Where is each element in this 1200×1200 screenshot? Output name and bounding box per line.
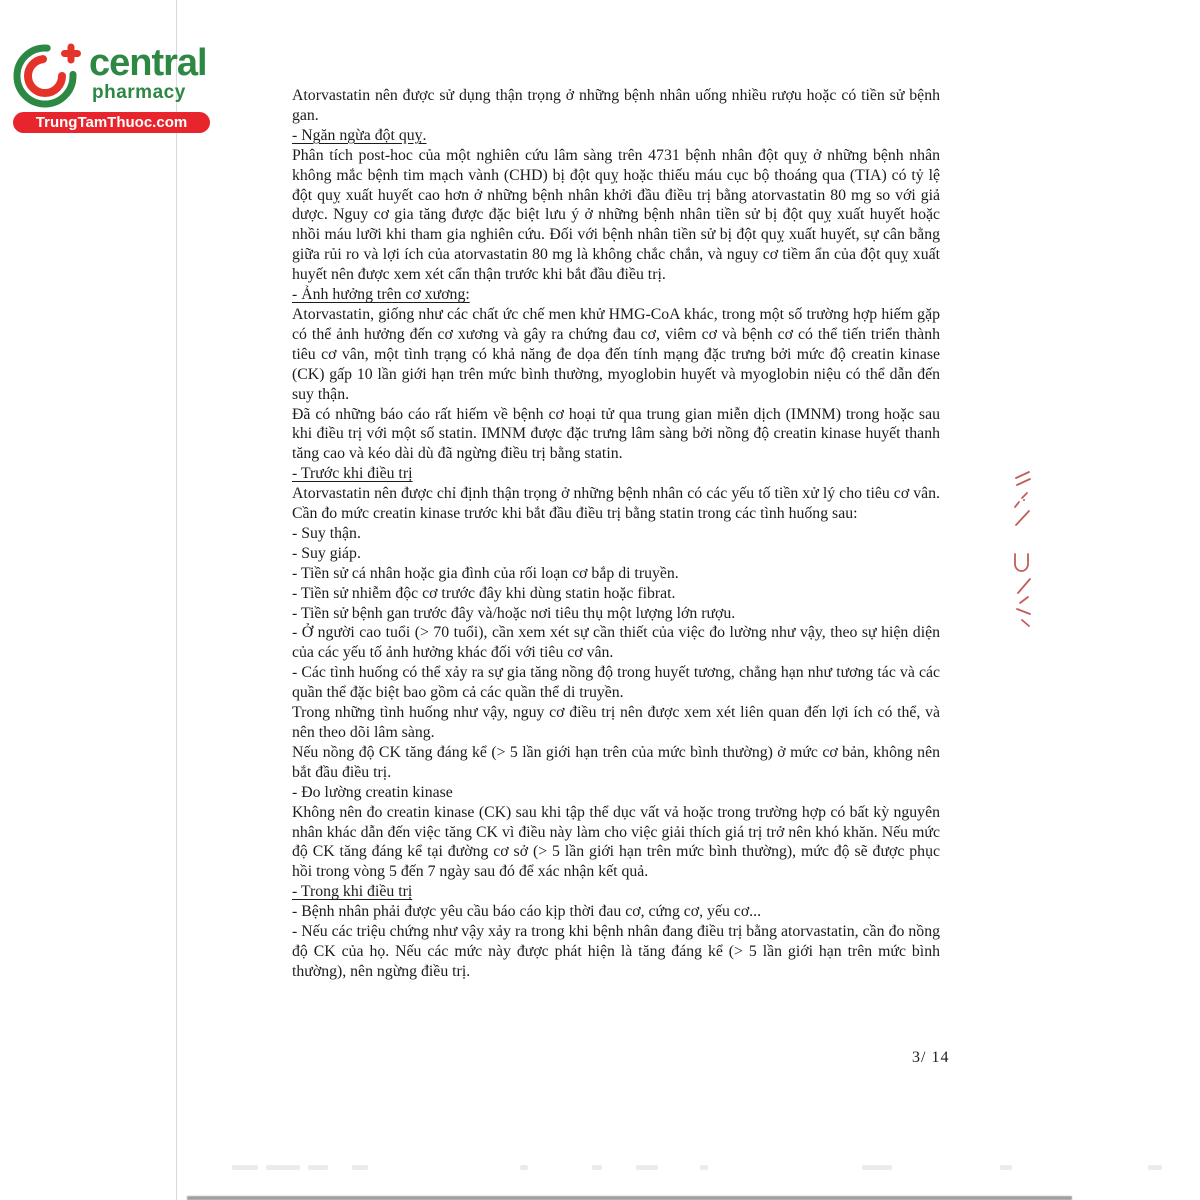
list-item: - Suy giáp. bbox=[292, 544, 361, 562]
paragraph: Đã có những báo cáo rất hiếm về bệnh cơ hoại tử qua trung gian miễn dịch (IMNM) trong hoặc sau khi điều trị với một số statin. IMNM được đặc trưng lâm sàng bởi nồng độ creatin kinase huyết thanh tăng cao và kéo dài dù đã ngừng điều trị bằng statin. bbox=[292, 405, 940, 463]
subheading-creatine-kinase: - Đo lường creatin kinase bbox=[292, 783, 453, 801]
list-item: - Ở người cao tuổi (> 70 tuổi), cần xem xét sự cần thiết của việc đo lường như vậy, theo sự hiện diện của các yếu tố ảnh hưởng khác đối với tiêu cơ vân. bbox=[292, 624, 940, 662]
logo-website-badge bbox=[13, 112, 210, 133]
list-item: - Bệnh nhân phải được yêu cầu báo cáo kịp thời đau cơ, cứng cơ, yếu cơ... bbox=[292, 903, 762, 921]
logo-subtitle-text: pharmacy bbox=[92, 82, 186, 103]
paragraph: Phân tích post-hoc của một nghiên cứu lâm sàng trên 4731 bệnh nhân đột quỵ ở những bệnh nhân không mắc bệnh tim mạch vành (CHD) bị đột quỵ hoặc thiếu máu cục bộ thoáng qua (TIA) có tỷ lệ đột quỵ xuất huyết cao hơn ở những bệnh nhân khởi đầu điều trị bằng atorvastatin 80 mg so với giả dược. Nguy cơ gia tăng được đặc biệt lưu ý ở những bệnh nhân tiền sử bị đột quỵ xuất huyết hoặc nhồi máu lưỡi khi tham gia nghiên cứu. Đối với bệnh nhân tiền sử bị đột quỵ xuất huyết, sự cân bằng giữa rủi ro và lợi ích của atorvastatin 80 mg là không chắc chắn, và nguy cơ tiềm ẩn của đột quỵ xuất huyết nên được xem xét cẩn thận trước khi bắt đầu điều trị. bbox=[292, 146, 940, 284]
pharmacy-cross-logo-icon bbox=[13, 40, 81, 108]
list-item: - Suy thận. bbox=[292, 524, 361, 542]
paragraph: Atorvastatin, giống như các chất ức chế men khử HMG-CoA khác, trong một số trường hợp hiếm gặp có thể ảnh hưởng đến cơ xương và gây ra chứng đau cơ, viêm cơ và bệnh cơ có thể tiến triển thành tiêu cơ vân, một tình trạng có khả năng đe dọa đến tính mạng đặc trưng bởi mức độ creatin kinase (CK) gấp 10 lần giới hạn trên mức bình thường, myoglobin huyết và myoglobin niệu có thể dẫn đến suy thận. bbox=[292, 305, 940, 403]
next-page-edge-strip bbox=[187, 1196, 1072, 1200]
red-stamp-fragments-icon bbox=[1002, 466, 1046, 644]
list-item: - Nếu các triệu chứng như vậy xảy ra trong khi bệnh nhân đang điều trị bằng atorvastatin, cần đo nồng độ CK của họ. Nếu các mức này được phát hiện là tăng đáng kể (> 5 lần giới hạn trên mức bình thường), nên ngừng điều trị. bbox=[292, 923, 940, 980]
logo-website-text: TrungTamThuoc.com bbox=[35, 114, 188, 131]
paragraph: Trong những tình huống như vậy, nguy cơ điều trị nên được xem xét liên quan đến lợi ích có thể, và nên theo dõi lâm sàng. bbox=[292, 704, 940, 741]
paragraph: Nếu nồng độ CK tăng đáng kể (> 5 lần giới hạn trên của mức bình thường) ở mức cơ bản, không nên bắt đầu điều trị. bbox=[292, 743, 940, 781]
paragraph: Atorvastatin nên được sử dụng thận trọng ở những bệnh nhân uống nhiều rượu hoặc có tiền sử bệnh gan. bbox=[292, 87, 940, 124]
paragraph: Không nên đo creatin kinase (CK) sau khi tập thể dục vất vả hoặc trong trường hợp có bất kỳ nguyên nhân khác dẫn đến việc tăng CK vì điều này làm cho việc giải thích giá trị trở nên khó khăn. Nếu mức độ CK tăng đáng kể tại đường cơ sở (> 5 lần giới hạn trên mức bình thường), mức độ sẽ được phục hồi trong vòng 5 đến 7 ngày sau đó để xác nhận kết quả. bbox=[292, 803, 940, 881]
list-item: - Tiền sử cá nhân hoặc gia đình của rối loạn cơ bắp di truyền. bbox=[292, 564, 679, 582]
list-item: - Tiền sử nhiễm độc cơ trước đây khi dùng statin hoặc fibrat. bbox=[292, 584, 676, 602]
logo-brand-text: central bbox=[89, 42, 207, 84]
section-heading-skeletal-muscle: - Ảnh hưởng trên cơ xương: bbox=[292, 286, 470, 304]
scan-edge-line bbox=[176, 0, 177, 1200]
document-text-column bbox=[292, 86, 940, 982]
section-heading-during-treatment: - Trong khi điều trị bbox=[292, 883, 413, 901]
section-heading-stroke-prevention: - Ngăn ngừa đột quỵ. bbox=[292, 126, 427, 144]
section-heading-before-treatment: - Trước khi điều trị bbox=[292, 465, 413, 483]
paragraph: Atorvastatin nên được chỉ định thận trọng ở những bệnh nhân có các yếu tố tiền xử lý cho tiêu cơ vân. Cần đo mức creatin kinase trước khi bắt đầu điều trị bằng statin trong các tình huống sau: bbox=[292, 485, 940, 523]
page-number: 3/ 14 bbox=[912, 1049, 950, 1066]
list-item: - Tiền sử bệnh gan trước đây và/hoặc nơi tiêu thụ một lượng lớn rượu. bbox=[292, 604, 736, 622]
list-item: - Các tình huống có thể xảy ra sự gia tăng nồng độ trong huyết tương, chẳng hạn như tương tác và các quần thể đặc biệt bao gồm cả các quần thể di truyền. bbox=[292, 664, 940, 702]
